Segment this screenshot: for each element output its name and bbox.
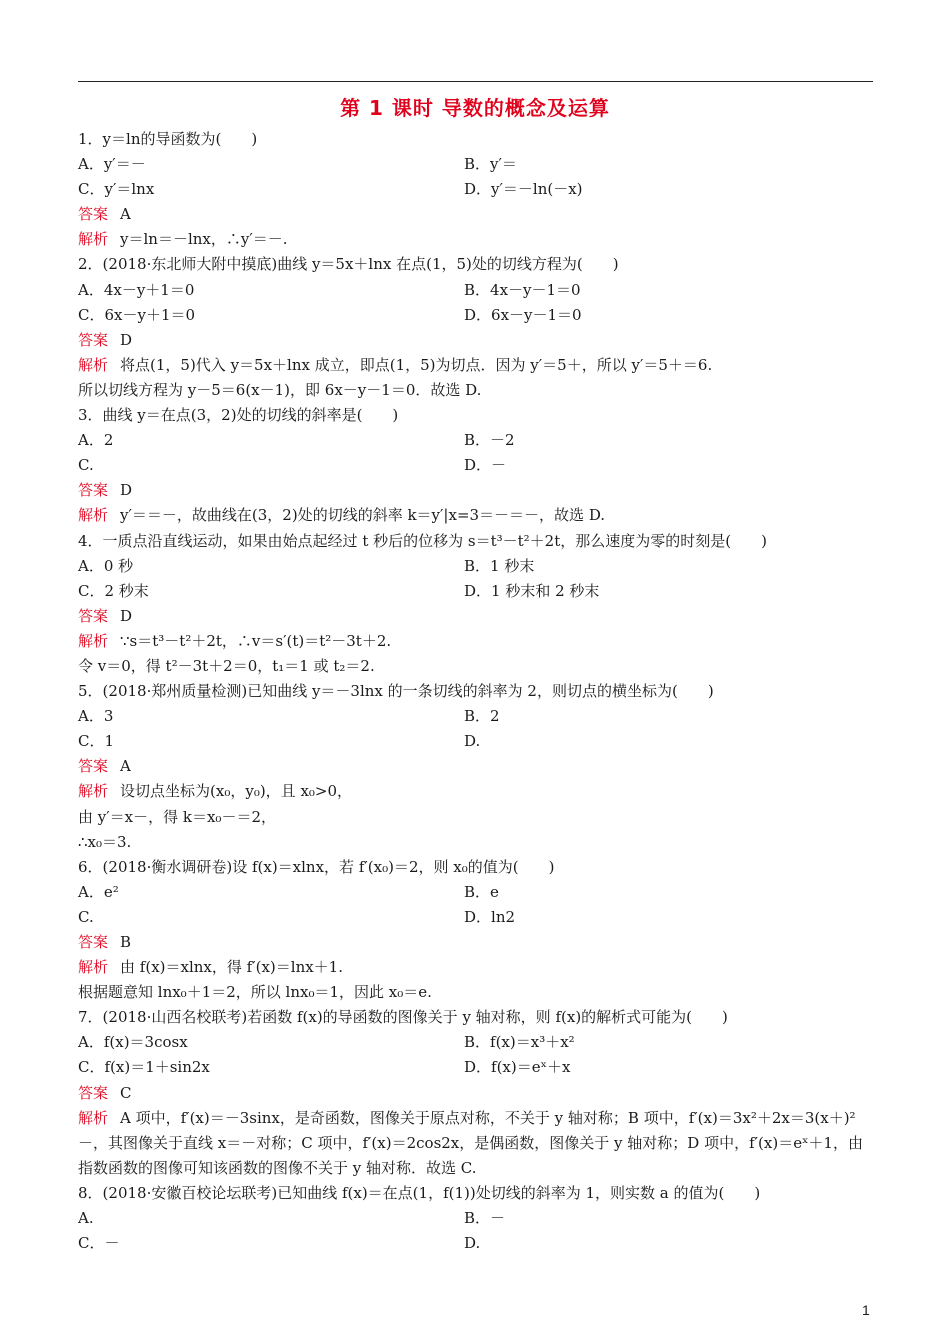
analysis-label: 解析 (78, 631, 109, 650)
option-text: D．y′＝－ln(－x) (464, 180, 583, 199)
option-text: A. (78, 1209, 94, 1228)
option-text: C．6x－y＋1＝0 (78, 305, 196, 324)
answer-line (78, 754, 878, 779)
answer-line (78, 1081, 878, 1106)
option-text: D．1 秒末和 2 秒末 (464, 581, 600, 600)
option-text: D．6x－y－1＝0 (464, 305, 582, 324)
analysis-line (78, 227, 878, 252)
options-row (78, 278, 878, 303)
options-row (78, 905, 878, 930)
option-text: B．f(x)＝x³＋x² (464, 1033, 575, 1052)
text-line: 所以切线方程为 y－5＝6(x－1)，即 6x－y－1＝0．故选 D. (78, 380, 482, 399)
text-line: 6．(2018·衡水调研卷)设 f(x)＝xlnx，若 f′(x₀)＝2，则 x₀的值为( ) (78, 857, 555, 876)
analysis-text: y＝ln＝－lnx，∴y′＝－. (120, 230, 288, 249)
answer-line (78, 328, 878, 353)
option-text: A．y′＝－ (78, 155, 146, 174)
answer-label: 答案 (78, 606, 109, 625)
answer-line (78, 604, 878, 629)
analysis-label: 解析 (78, 230, 109, 249)
answer-text: A (120, 205, 131, 224)
options-row (78, 1030, 878, 1055)
answer-label: 答案 (78, 330, 109, 349)
options-row (78, 729, 878, 754)
analysis-text: ∵s＝t³－t²＋2t，∴v＝s′(t)＝t²－3t＋2. (120, 631, 392, 650)
options-row (78, 1055, 878, 1080)
answer-line (78, 202, 878, 227)
options-row (78, 554, 878, 579)
option-text: A．0 秒 (78, 556, 134, 575)
analysis-line (78, 779, 878, 804)
analysis-label: 解析 (78, 506, 109, 525)
analysis-text: 将点(1，5)代入 y＝5x＋lnx 成立，即点(1，5)为切点．因为 y′＝5＋，所以 y′＝5＋＝6. (120, 355, 713, 374)
option-text: C．y′＝lnx (78, 180, 155, 199)
option-text: B．1 秒末 (464, 556, 535, 575)
option-text: D．ln2 (464, 907, 516, 926)
option-text: B．e (464, 882, 499, 901)
text-line: 由 y′＝x－，得 k＝x₀－＝2， (78, 807, 276, 826)
answer-text: B (120, 933, 132, 951)
answer-line (78, 478, 878, 503)
analysis-text: 设切点坐标为(x₀，y₀)，且 x₀>0， (120, 782, 353, 801)
option-text: D．－ (464, 456, 507, 475)
option-text: A．f(x)＝3cosx (78, 1033, 188, 1052)
option-text: A．4x－y＋1＝0 (78, 280, 195, 299)
option-text: B．2 (464, 707, 500, 726)
options-row (78, 177, 878, 202)
analysis-label: 解析 (78, 1108, 109, 1127)
analysis-line (78, 1106, 873, 1181)
answer-text: D (120, 481, 133, 500)
text-line: 令 v＝0，得 t²－3t＋2＝0，t₁＝1 或 t₂＝2. (78, 656, 375, 675)
answer-text: D (120, 606, 133, 625)
analysis-text: 由 f(x)＝xlnx，得 f′(x)＝lnx＋1. (120, 958, 343, 977)
option-text: A．3 (78, 707, 114, 726)
answer-label: 答案 (78, 481, 109, 500)
answer-label: 答案 (78, 205, 109, 224)
analysis-text: A 项中，f′(x)＝－3sinx，是奇函数，图像关于原点对称，不关于 y 轴对称；B 项中，f′(x)＝3x²＋2x＝3(x＋)²－，其图像关于直线 x＝－对称；C 项中，f′(x)＝2cos2x，是偶函数，图像关于 y 轴对称；D 项中，f′(x)＝eˣ＋1，由指数函数的图像可知该函数的图像不关于 y 轴对称．故选 C. (78, 1108, 863, 1177)
analysis-line (78, 353, 878, 378)
option-text: A．2 (78, 431, 114, 450)
option-text: C．1 (78, 732, 115, 751)
analysis-line (78, 955, 878, 980)
text-line: 2．(2018·东北师大附中摸底)曲线 y＝5x＋lnx 在点(1，5)处的切线方程为( ) (78, 255, 619, 274)
option-text: C. (78, 907, 94, 926)
options-row (78, 1231, 878, 1256)
option-text: B．－2 (464, 431, 515, 450)
options-row (78, 453, 878, 478)
option-text: C．2 秒末 (78, 581, 149, 600)
option-text: B．－ (464, 1209, 506, 1228)
analysis-label: 解析 (78, 958, 109, 977)
options-row (78, 428, 878, 453)
answer-text: C (120, 1083, 132, 1102)
header-rule (78, 81, 873, 82)
options-row (78, 1206, 878, 1231)
analysis-label: 解析 (78, 782, 109, 801)
option-text: C. (78, 456, 94, 475)
text-line: 8．(2018·安徽百校论坛联考)已知曲线 f(x)＝在点(1，f(1))处切线的斜率为 1，则实数 a 的值为( ) (78, 1183, 761, 1202)
option-text: A．e² (78, 882, 119, 901)
text-line: 根据题意知 lnx₀＋1＝2，所以 lnx₀＝1，因此 x₀＝e. (78, 983, 432, 1002)
text-line: 1．y＝ln的导函数为( ) (78, 130, 258, 148)
analysis-label: 解析 (78, 355, 109, 374)
option-text: D. (464, 732, 481, 751)
options-row (78, 704, 878, 729)
option-text: B．4x－y－1＝0 (464, 280, 581, 299)
options-row (78, 152, 878, 177)
page-title: 第 1 课时 导数的概念及运算 (340, 96, 610, 120)
options-row (78, 303, 878, 328)
option-text: D. (464, 1234, 481, 1253)
analysis-line (78, 503, 878, 528)
option-text: C．f(x)＝1＋sin2x (78, 1058, 210, 1077)
analysis-text: y′＝＝－，故曲线在(3，2)处的切线的斜率 k＝y′|x=3＝－＝－，故选 D. (120, 506, 606, 525)
option-text: B．y′＝ (464, 155, 517, 174)
answer-text: A (120, 757, 131, 776)
answer-label: 答案 (78, 1083, 109, 1102)
analysis-line (78, 629, 878, 654)
text-line: 4．一质点沿直线运动，如果由始点起经过 t 秒后的位移为 s＝t³－t²＋2t，那么速度为零的时刻是( ) (78, 531, 767, 550)
answer-line (78, 930, 878, 955)
text-line: 3．曲线 y＝在点(3，2)处的切线的斜率是( ) (78, 406, 399, 425)
option-text: C．－ (78, 1234, 120, 1253)
text-line: ∴x₀＝3. (78, 832, 132, 851)
page-number: 1 (862, 1302, 870, 1318)
options-row (78, 880, 878, 905)
answer-label: 答案 (78, 933, 109, 951)
text-line: 5．(2018·郑州质量检测)已知曲线 y＝－3lnx 的一条切线的斜率为 2，则切点的横坐标为( ) (78, 682, 714, 701)
option-text: D．f(x)＝eˣ＋x (464, 1058, 571, 1077)
document-body (78, 127, 878, 1256)
options-row (78, 579, 878, 604)
answer-label: 答案 (78, 757, 109, 776)
text-line: 7．(2018·山西名校联考)若函数 f(x)的导函数的图像关于 y 轴对称，则 f(x)的解析式可能为( ) (78, 1008, 728, 1027)
answer-text: D (120, 330, 133, 349)
